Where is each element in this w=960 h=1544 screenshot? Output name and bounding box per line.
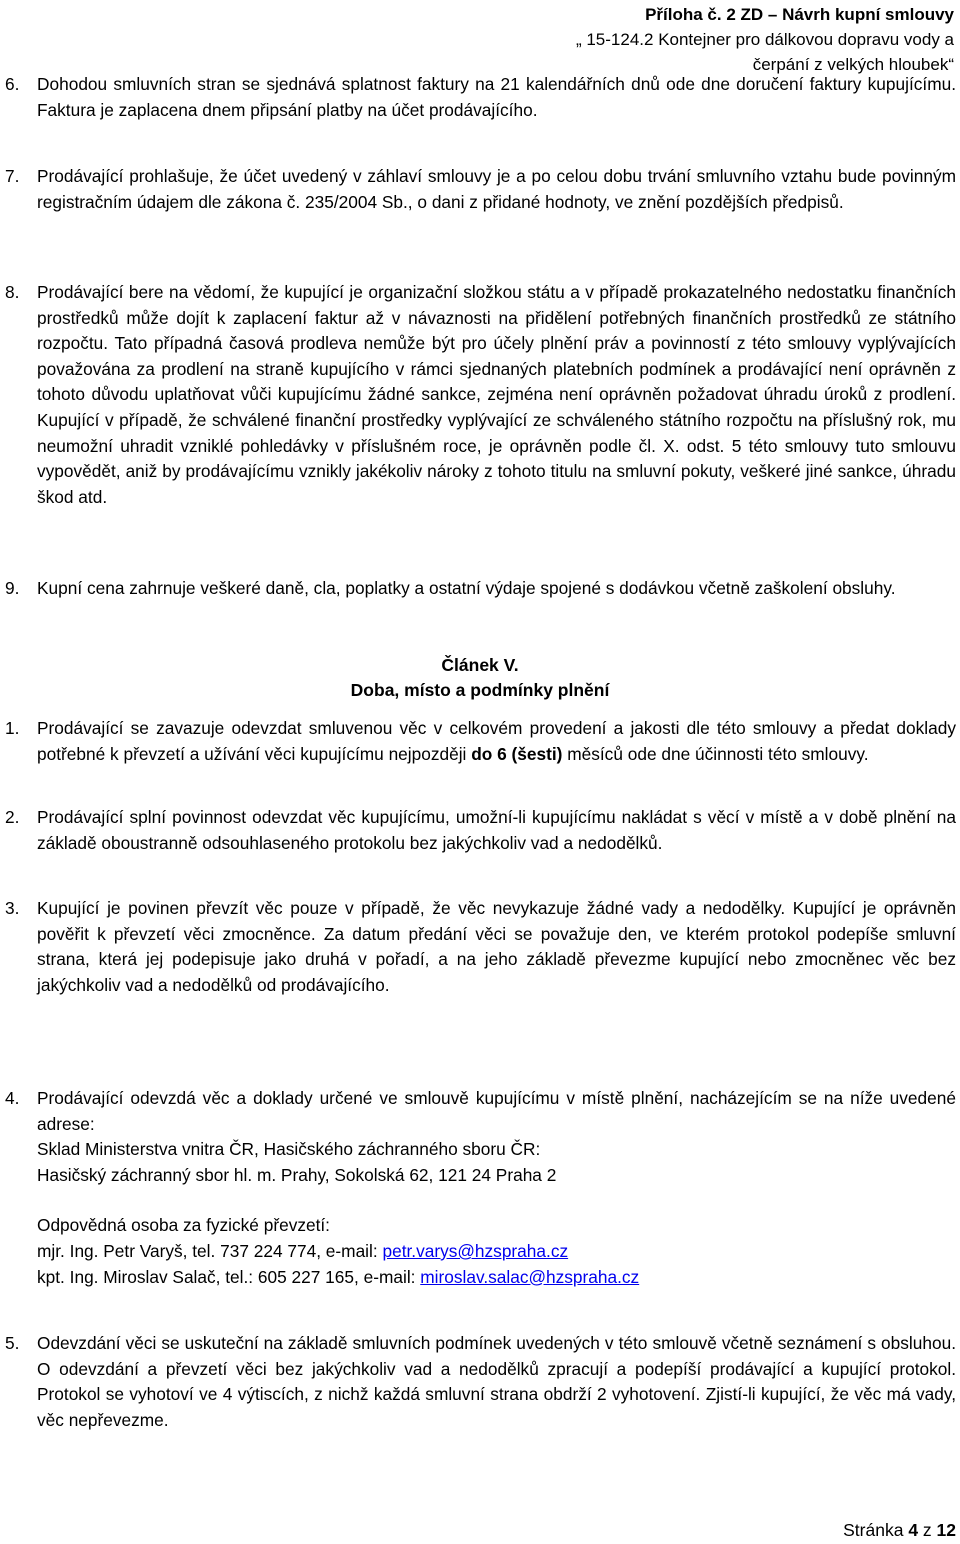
contact-person-2: kpt. Ing. Miroslav Salač, tel.: 605 227 165, e-mail: miroslav.salac@hzspraha.cz xyxy=(37,1266,640,1287)
contact-person-1: mjr. Ing. Petr Varyš, tel. 737 224 774, e-mail: petr.varys@hzspraha.cz xyxy=(37,1240,569,1261)
article5-clause-3 xyxy=(5,896,956,998)
page-number-footer: Stránka 4 z 12 xyxy=(843,1520,956,1540)
contact-1-email-link[interactable]: petr.varys@hzspraha.cz xyxy=(382,1240,569,1261)
clause-text: Prodávající splní povinnost odevzdat věc kupujícímu, umožní-li kupujícímu nakládat s věcí v místě a v době plnění na základě oboustranně odsouhlaseného protokolu bez jakýchkoliv vad a nedodělků. xyxy=(37,807,956,853)
clause-6 xyxy=(5,72,956,123)
clause-number: 5. xyxy=(5,1333,20,1353)
article5-clause-4 xyxy=(5,1086,956,1290)
contact-2-email-link[interactable]: miroslav.salac@hzspraha.cz xyxy=(420,1266,640,1287)
page-header xyxy=(576,2,954,77)
clause-text: Prodávající odevzdá věc a doklady určené ve smlouvě kupujícímu v místě plnění, nacházejícím se na níže uvedené adrese: xyxy=(37,1088,956,1134)
contact-label: Odpovědná osoba za fyzické převzetí: xyxy=(37,1215,330,1236)
deadline-bold: do 6 (šesti) xyxy=(471,743,563,764)
clause-number: 3. xyxy=(5,898,20,918)
clause-number: 6. xyxy=(5,74,20,94)
article5-clause-1 xyxy=(5,716,956,767)
clause-number: 1. xyxy=(5,718,20,738)
clause-number: 8. xyxy=(5,282,20,302)
article5-clause-5 xyxy=(5,1331,956,1433)
clause-text: Odevzdání věci se uskuteční na základě smluvních podmínek uvedených v této smlouvě včetně seznámení s obsluhou. O odevzdání a převzetí věci bez jakýchkoliv vad a nedodělků zpracují a podepíší prodávající a kupující protokol. Protokol se vyhotoví ve 4 výtiscích, z nichž každá smluvní strana obdrží 2 vyhotovení. Zjistí-li kupující, že věc má vady, věc nepřevezme. xyxy=(37,1333,956,1430)
clause-number: 7. xyxy=(5,166,20,186)
total-pages: 12 xyxy=(936,1520,956,1540)
clause-9 xyxy=(5,576,956,602)
clause-text: Prodávající bere na vědomí, že kupující je organizační složkou státu a v případě prokazatelného nedostatku finančních prostředků může dojít k zaplacení faktur až v návaznosti na přidělení potřebných finančních prostředků ze státního rozpočtu. Tato případná časová prodleva nemůže být pro účely plnění práv a povinností z této smlouvy vyplývajících považována za prodlení na straně kupujícího v rámci sjednaných platebních podmínek a prodávající není oprávněn z tohoto důvodu uplatňovat vůči kupujícímu žádné sankce, zejména není oprávněn požadovat úhradu úroků z prodlení. Kupující v případě, že schválené finanční prostředky vyplývající ze schváleného státního rozpočtu na příslušný rok, mu neumožní uhradit vzniklé pohledávky v příslušném roce, je oprávněn podle čl. X. odst. 5 této smlouvy tuto smlouvu vypovědět, aniž by prodávajícímu vznikly jakékoliv nároky z tohoto titulu na smluvní pokuty, veškeré jiné sankce, úhradu škod atd. xyxy=(37,282,956,507)
clause-number: 9. xyxy=(5,578,20,598)
clause-7 xyxy=(5,164,956,215)
article-subtitle: Doba, místo a podmínky plnění xyxy=(350,680,610,700)
article-title: Článek V. xyxy=(441,655,519,675)
clause-text: Kupní cena zahrnuje veškeré daně, cla, poplatky a ostatní výdaje spojené s dodávkou včetně zaškolení obsluhy. xyxy=(37,578,896,598)
article5-clause-2 xyxy=(5,805,956,856)
header-subject-line1: „ 15-124.2 Kontejner pro dálkovou dopravu vody a xyxy=(575,30,954,49)
clause-8 xyxy=(5,280,956,510)
clause-text: Kupující je povinen převzít věc pouze v případě, že věc nevykazuje žádné vady a nedodělky. Kupující je oprávněn pověřit k převzetí věci zmocněnce. Za datum předání věci se považuje den, ve kterém protokol podepíše smluvní strana, která jej podepisuje jako druhá v pořadí, a na jeho základě převezme kupující nebo zmocněnec věc bez jakýchkoliv vad a nedodělků od prodávajícího. xyxy=(37,898,956,995)
clause-text: Prodávající se zavazuje odevzdat smluvenou věc v celkovém provedení a jakosti dle této smlouvy a předat doklady potřebné k převzetí a užívání věci kupujícímu nejpozději do 6 (šesti) měsíců ode dne účinnosti této smlouvy. xyxy=(37,718,956,764)
clause-text: Dohodou smluvních stran se sjednává splatnost faktury na 21 kalendářních dnů ode dne doručení faktury kupujícímu. Faktura je zaplacena dnem připsání platby na účet prodávajícího. xyxy=(37,74,956,120)
clause-text: Prodávající prohlašuje, že účet uvedený v záhlaví smlouvy je a po celou dobu trvání smluvního vztahu bude povinným registračním údajem dle zákona č. 235/2004 Sb., o dani z přidané hodnoty, ve znění pozdějších předpisů. xyxy=(37,166,956,212)
clause-number: 2. xyxy=(5,807,20,827)
clause-number: 4. xyxy=(5,1088,20,1108)
delivery-address-line2: Hasičský záchranný sbor hl. m. Prahy, Sokolská 62, 121 24 Praha 2 xyxy=(37,1164,557,1185)
current-page: 4 xyxy=(908,1520,919,1540)
delivery-address-line1: Sklad Ministerstva vnitra ČR, Hasičského záchranného sboru ČR: xyxy=(37,1139,541,1160)
header-subject-line2: čerpání z velkých hloubek“ xyxy=(752,55,954,74)
header-annex-title: Příloha č. 2 ZD – Návrh kupní smlouvy xyxy=(645,5,954,24)
